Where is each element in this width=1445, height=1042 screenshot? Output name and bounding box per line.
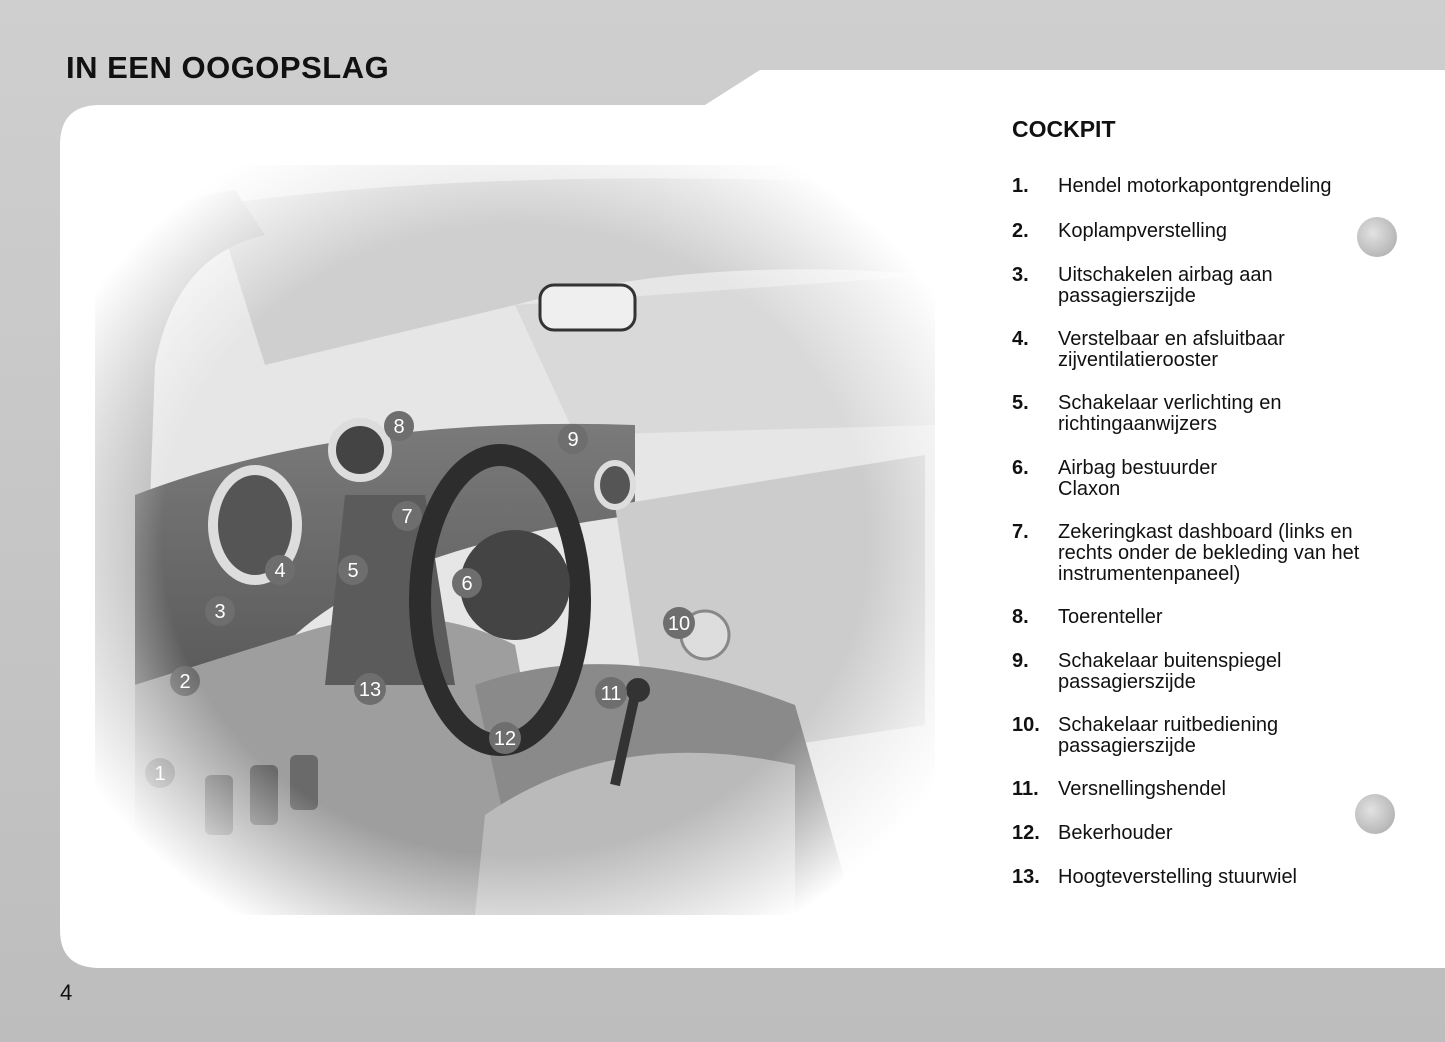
item-text: Uitschakelen airbag aan passagierszijde xyxy=(1058,264,1273,307)
item-number: 2. xyxy=(1012,220,1029,242)
item-number: 13. xyxy=(1012,866,1040,888)
page-title: IN EEN OOGOPSLAG xyxy=(66,50,390,85)
item-number: 3. xyxy=(1012,264,1029,286)
item-text: Schakelaar verlichting en richtingaanwijzers xyxy=(1058,392,1282,435)
item-text: Hendel motorkapontgrendeling xyxy=(1058,175,1332,197)
item-text: Bekerhouder xyxy=(1058,822,1173,844)
item-text: Verstelbaar en afsluitbaar zijventilatierooster xyxy=(1058,328,1285,371)
item-number: 4. xyxy=(1012,328,1029,350)
item-text: Koplampverstelling xyxy=(1058,220,1227,242)
item-number: 10. xyxy=(1012,714,1040,736)
item-number: 9. xyxy=(1012,650,1029,672)
item-text: Zekeringkast dashboard (links en rechts onder de bekleding van het instrumentenpaneel) xyxy=(1058,521,1360,585)
item-text: Airbag bestuurder Claxon xyxy=(1058,457,1217,500)
item-number: 12. xyxy=(1012,822,1040,844)
item-text: Toerenteller xyxy=(1058,606,1163,628)
section-title: COCKPIT xyxy=(1012,116,1116,142)
item-number: 8. xyxy=(1012,606,1029,628)
cockpit-illustration xyxy=(95,165,935,915)
item-number: 1. xyxy=(1012,175,1029,197)
page-tab-marker xyxy=(1355,794,1395,834)
page-number: 4 xyxy=(60,980,73,1005)
item-number: 5. xyxy=(1012,392,1029,414)
item-number: 7. xyxy=(1012,521,1029,543)
item-text: Versnellingshendel xyxy=(1058,778,1226,800)
item-text: Hoogteverstelling stuurwiel xyxy=(1058,866,1298,888)
page-tab-marker xyxy=(1357,217,1397,257)
item-text: Schakelaar ruitbediening passagierszijde xyxy=(1058,714,1279,757)
item-text: Schakelaar buitenspiegel passagierszijde xyxy=(1058,650,1282,693)
item-number: 6. xyxy=(1012,457,1029,479)
item-number: 11. xyxy=(1012,778,1039,800)
